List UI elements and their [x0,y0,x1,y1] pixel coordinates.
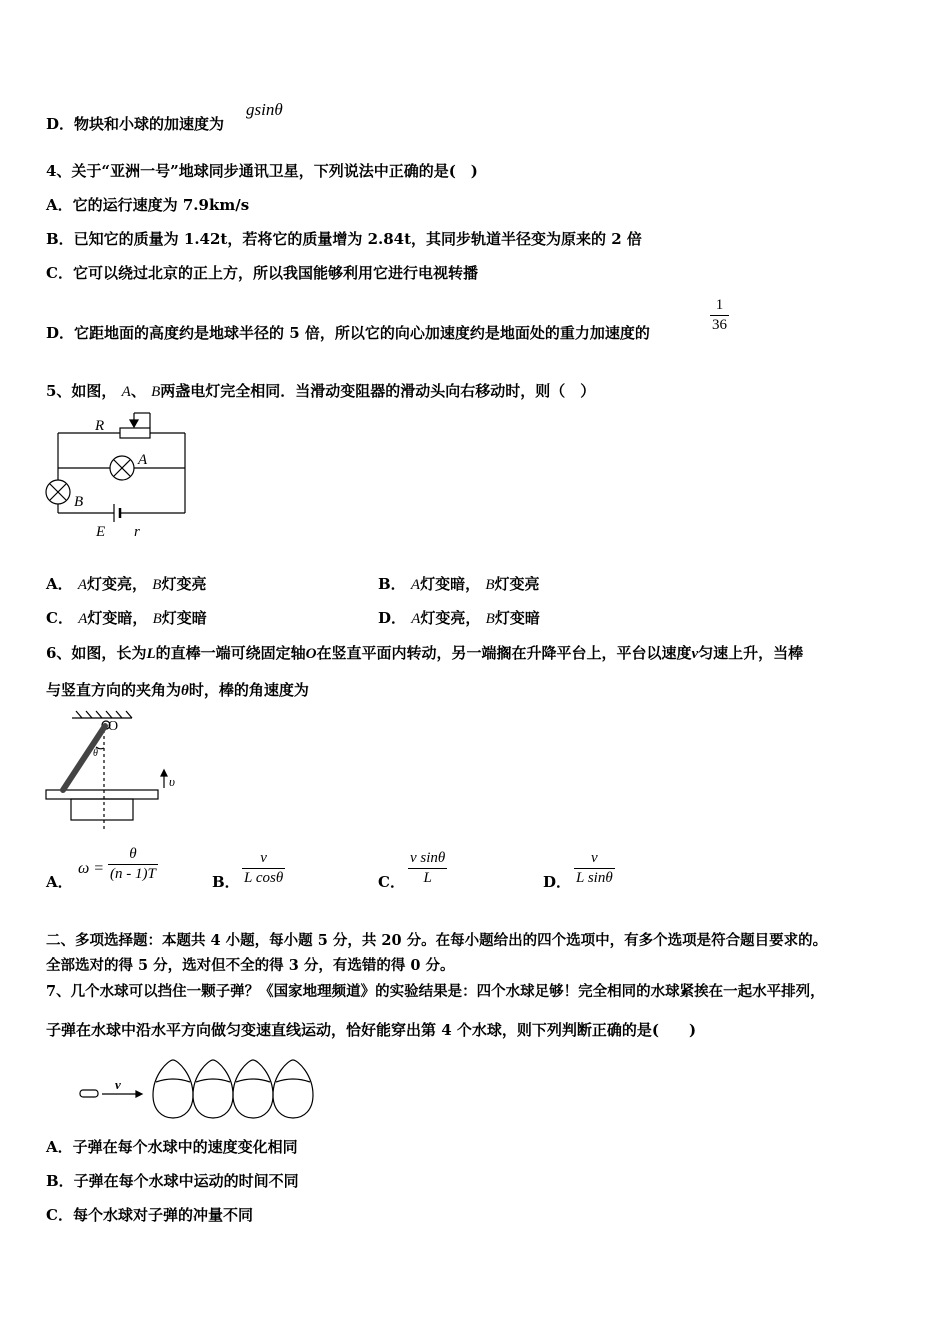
q6-text: 匀速上升，当棒 [698,644,804,662]
lamp-ref: B [152,611,162,627]
q3-option-d-text: D．物块和小球的加速度为 [46,115,225,133]
q6-option-c-fraction [408,850,447,887]
q5-stem-prefix: 5、如图， [46,382,117,400]
q6-text: 6、如图，长为 [46,644,147,662]
q4-option-a: A．它的运行速度为 7.9km/s [46,196,250,214]
q6-option-c-label: C． [378,873,405,891]
q6-text: 时，棒的角速度为 [188,681,309,699]
option-text: 灯变暗 [494,609,540,627]
label-theta: θ [93,748,98,759]
water-ball [153,1060,193,1118]
lamp-ref: A [410,577,421,593]
fraction-denominator: L [423,870,432,886]
option-text: 灯变暗， [420,575,481,593]
lamp-ref: B [485,577,495,593]
lamp-ref: A [78,611,88,627]
q6-text: 与竖直方向的夹角为 [46,681,182,699]
q3-option-d [46,114,224,134]
q6-option-a-lhs: ω = [78,860,105,877]
q7-stem-line2: 子弹在水球中沿水平方向做匀变速直线运动，恰好能穿出第 4 个水球，则下列判断正确的是( ) [46,1021,697,1039]
q5-stem-a: A [121,384,131,400]
label-r-internal: r [134,524,140,540]
section2-title-line2: 全部选对的得 5 分，选对但不全的得 3 分，有选错的得 0 分。 [46,957,455,974]
fraction-denominator: (n - 1)T [110,866,156,882]
q6-text: 的直棒一端可绕固定轴 [155,644,306,662]
fraction-bar [108,864,158,865]
fraction-numerator: v [591,850,598,866]
option-text: 灯变暗， [87,609,148,627]
q6-option-a-fraction [108,846,158,883]
option-label: D． [378,609,407,627]
q6-var-o: O [305,646,317,662]
option-label: C． [46,609,73,627]
q7-water-balls-diagram [78,1050,318,1130]
q3-option-d-formula: gsinθ [246,100,283,119]
rod [63,726,105,790]
fraction-numerator: θ [129,846,137,862]
q7-option-a: A．子弹在每个水球中的速度变化相同 [46,1138,298,1156]
option-text: 灯变暗 [161,609,207,627]
q4-option-d: D．它距地面的高度约是地球半径的 5 倍，所以它的向心加速度约是地面处的重力加速度的 [46,324,650,342]
label-o: O [108,719,119,734]
water-ball [233,1060,273,1118]
q6-stem-line2 [46,680,309,701]
fraction-bar [408,868,447,869]
q5-stem-sep: 、 [130,382,146,400]
option-text: 灯变亮， [420,609,481,627]
q6-var-theta: θ [181,683,189,699]
q6-var-l: L [146,646,156,662]
q5-stem-suffix: 两盏电灯完全相同．当滑动变阻器的滑动头向右移动时，则（ ） [160,382,596,400]
q5-option-d [378,608,540,629]
lamp-ref: B [152,577,162,593]
lamp-ref: A [77,577,88,593]
fraction-bar [574,868,615,869]
q6-option-d-fraction [574,850,615,887]
label-e: E [96,524,106,540]
q6-text: 在竖直平面内转动，另一端搁在升降平台上，平台以速度 [316,644,692,662]
fraction-numerator: v [260,850,267,866]
option-text: 灯变亮， [87,575,148,593]
option-text: 灯变亮 [494,575,540,593]
q5-stem-b: B [151,384,161,400]
fraction-denominator: 36 [712,317,727,333]
q6-option-b-fraction [242,850,285,887]
q6-stem-line1 [46,643,803,664]
option-text: 灯变亮 [161,575,207,593]
option-label: A． [46,575,73,593]
label-b: B [74,494,84,510]
water-ball [273,1060,313,1118]
option-label: B． [378,575,406,593]
q4-option-c: C．它可以绕过北京的正上方，所以我国能够利用它进行电视转播 [46,264,478,282]
label-v: υ [169,774,175,789]
bullet [80,1090,98,1097]
fraction-bar [710,315,729,316]
label-r: R [95,418,105,434]
fraction-denominator: L sinθ [576,870,613,886]
q6-option-b-label: B． [212,873,240,891]
rheostat [120,428,150,438]
platform-base [71,799,133,820]
q7-option-c: C．每个水球对子弹的冲量不同 [46,1206,253,1224]
q5-option-b [378,574,540,595]
lamp-ref: A [411,611,421,627]
fraction-numerator: 1 [715,297,724,313]
q6-rod-diagram [44,708,194,833]
q5-circuit-diagram [40,408,200,548]
q5-option-a [46,574,206,595]
q5-stem [46,381,595,402]
lamp-ref: B [485,611,495,627]
fraction-bar [242,868,285,869]
fraction-denominator: L cosθ [244,870,284,886]
label-a: A [138,452,148,468]
q4-option-b: B．已知它的质量为 1.42t，若将它的质量增为 2.84t，其同步轨道半径变为原来的 2 倍 [46,230,642,248]
q6-option-a-label: A． [46,873,73,891]
q4-option-d-fraction [710,297,729,334]
q4-stem: 4、关于“亚洲一号”地球同步通讯卫星，下列说法中正确的是( ) [46,162,478,180]
q7-stem-line1: 7、几个水球可以挡住一颗子弹？《国家地理频道》的实验结果是：四个水球足够！完全相同的水球紧挨在一起水平排列， [46,983,825,1000]
q7-option-b: B．子弹在每个水球中运动的时间不同 [46,1172,299,1190]
q6-var-v: v [691,646,699,662]
label-v: v [115,1077,121,1092]
fraction-numerator: v sinθ [410,850,446,866]
water-ball [193,1060,233,1118]
q6-option-d-label: D． [543,873,572,891]
section2-title-line1: 二、多项选择题：本题共 4 小题，每小题 5 分，共 20 分。在每小题给出的四个选项中，有多个选项是符合题目要求的。 [46,932,828,949]
q5-option-c [46,608,207,629]
